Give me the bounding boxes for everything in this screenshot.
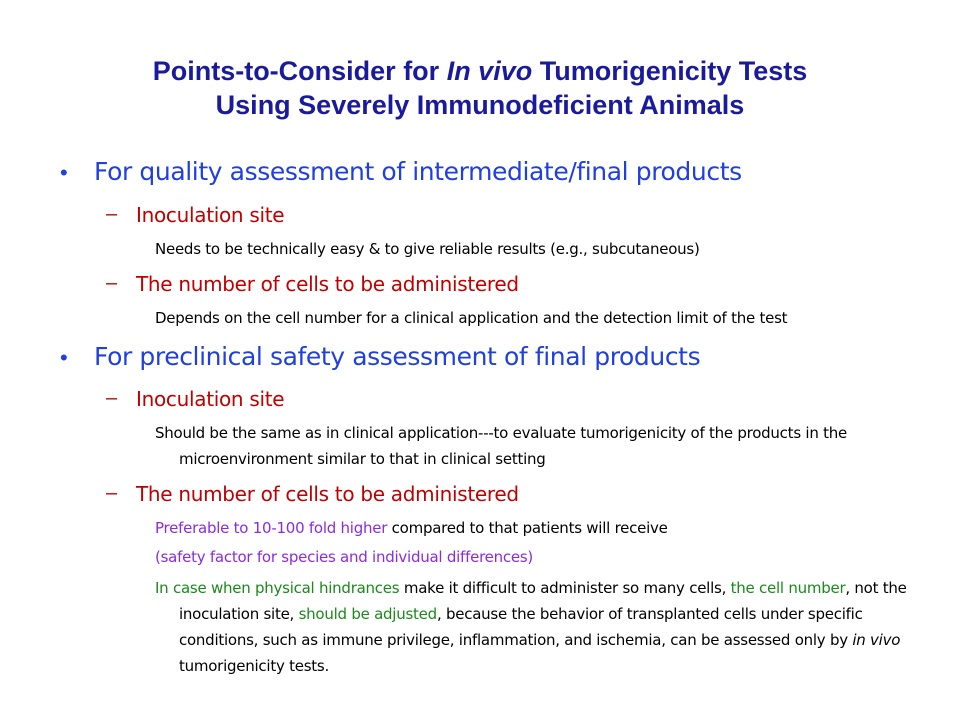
section2-sub1-detail: Should be the same as in clinical application---to evaluate tumorigenicity of the products in the microenvironment similar to that in clinical setting bbox=[155, 424, 847, 468]
section2-sub2-paragraph-2: (safety factor for species and individual differences) bbox=[155, 548, 534, 566]
bullet-icon: • bbox=[60, 160, 68, 185]
highlight-purple: Preferable to 10-100 fold higher bbox=[155, 519, 388, 537]
slide-title bbox=[0, 54, 960, 122]
dash-icon: – bbox=[106, 387, 118, 409]
dash-icon: – bbox=[106, 272, 118, 294]
dash-icon: – bbox=[106, 203, 118, 225]
bullet-icon: • bbox=[60, 345, 68, 370]
title-line-1: Points-to-Consider for In vivo Tumorigenicity Tests bbox=[152, 56, 808, 86]
section2-sub2-paragraph-3: In case when physical hindrances make it difficult to administer so many cells, the cell number, not the inoculation site, should be adjusted, because the behavior of transplanted cells under specific conditions, such as immune privilege, inflammation, and ischemia, can be assessed only by in vivo tumorigenicity tests. bbox=[155, 579, 907, 675]
highlight-green: should be adjusted bbox=[298, 605, 437, 623]
title-italic-in-vivo: In vivo bbox=[446, 56, 533, 86]
title-line-2: Using Severely Immunodeficient Animals bbox=[215, 90, 745, 120]
highlight-green: the cell number bbox=[730, 579, 846, 597]
section1-heading: For quality assessment of intermediate/final products bbox=[94, 157, 742, 186]
italic-in-vivo: in vivo bbox=[852, 631, 901, 649]
section1-sub2-label: The number of cells to be administered bbox=[136, 272, 519, 296]
section2-heading: For preclinical safety assessment of final products bbox=[94, 342, 701, 371]
section1-sub2-detail: Depends on the cell number for a clinical application and the detection limit of the test bbox=[155, 309, 788, 327]
section1-sub1-detail: Needs to be technically easy & to give reliable results (e.g., subcutaneous) bbox=[155, 240, 700, 258]
section2-sub1-label: Inoculation site bbox=[136, 387, 285, 411]
dash-icon: – bbox=[106, 482, 118, 504]
section1-sub1-label: Inoculation site bbox=[136, 203, 285, 227]
section2-sub2-label: The number of cells to be administered bbox=[136, 482, 519, 506]
highlight-green: In case when physical hindrances bbox=[155, 579, 400, 597]
section2-sub2-paragraph-1: Preferable to 10-100 fold higher compared to that patients will receive bbox=[155, 519, 668, 537]
